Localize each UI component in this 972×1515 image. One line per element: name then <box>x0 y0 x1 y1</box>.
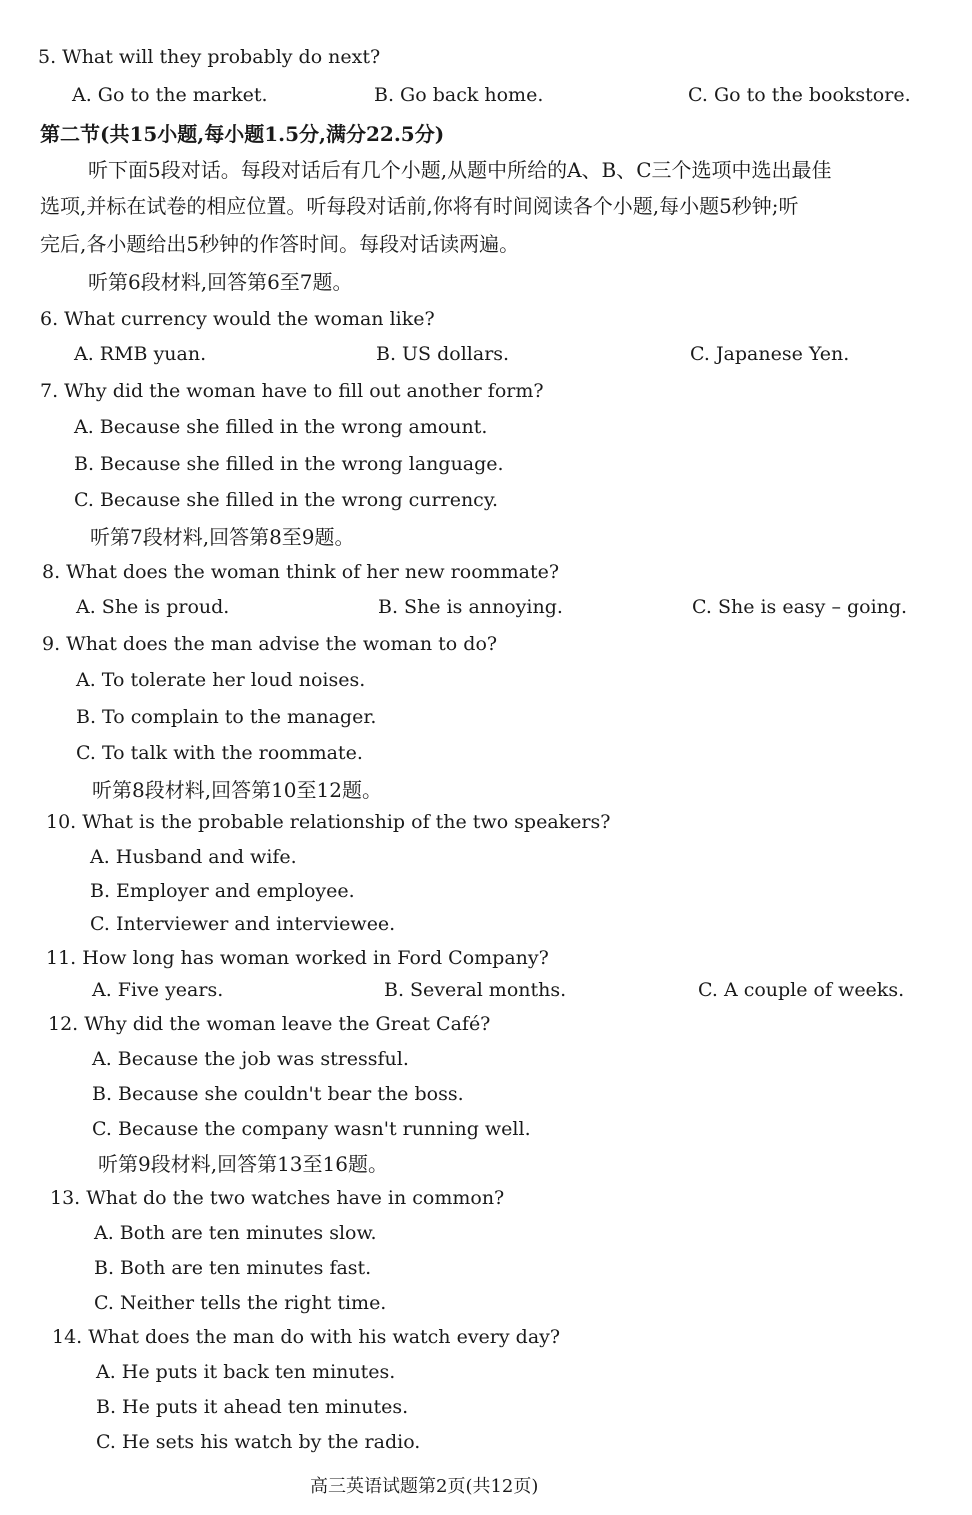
option-b: B. Because she filled in the wrong language. <box>74 453 504 475</box>
option-b: B. Both are ten minutes fast. <box>94 1257 372 1279</box>
question-12: 12. Why did the woman leave the Great Café? <box>48 1013 491 1035</box>
passage-intro-7: 听第7段材料,回答第8至9题。 <box>90 525 355 549</box>
instruction-line-2: 选项,并标在试卷的相应位置。听每段对话前,你将有时间阅读各个小题,每小题5秒钟;听 <box>40 194 799 218</box>
question-5-options <box>0 86 972 108</box>
section-title: 第二节(共15小题,每小题1.5分,满分22.5分) <box>40 122 445 146</box>
option-b: B. Go back home. <box>374 84 544 106</box>
option-c: C. Interviewer and interviewee. <box>90 913 396 935</box>
question-5: 5. What will they probably do next? <box>38 46 381 68</box>
option-a: A. Husband and wife. <box>90 846 297 868</box>
option-b: B. US dollars. <box>376 343 510 365</box>
option-a: A. He puts it back ten minutes. <box>96 1361 396 1383</box>
question-11: 11. How long has woman worked in Ford Company? <box>46 947 549 969</box>
question-13: 13. What do the two watches have in common? <box>50 1187 505 1209</box>
option-a: A. RMB yuan. <box>74 343 207 365</box>
option-a: A. Because she filled in the wrong amount. <box>74 416 488 438</box>
option-c: C. To talk with the roommate. <box>76 742 363 764</box>
page-footer: 高三英语试题第2页(共12页) <box>310 1476 539 1497</box>
question-7: 7. Why did the woman have to fill out another form? <box>40 380 544 402</box>
question-10: 10. What is the probable relationship of the two speakers? <box>46 811 611 833</box>
option-a: A. Both are ten minutes slow. <box>94 1222 377 1244</box>
instruction-line-1: 听下面5段对话。每段对话后有几个小题,从题中所给的A、B、C三个选项中选出最佳 <box>88 158 832 182</box>
option-b: B. Because she couldn't bear the boss. <box>92 1083 464 1105</box>
option-c: C. Japanese Yen. <box>690 343 850 365</box>
option-c: C. She is easy – going. <box>692 596 908 618</box>
option-b: B. Employer and employee. <box>90 880 355 902</box>
option-a: A. She is proud. <box>76 596 230 618</box>
question-6: 6. What currency would the woman like? <box>40 308 435 330</box>
question-14: 14. What does the man do with his watch every day? <box>52 1326 561 1348</box>
question-9: 9. What does the man advise the woman to do? <box>42 633 498 655</box>
option-b: B. To complain to the manager. <box>76 706 377 728</box>
option-c: C. A couple of weeks. <box>698 979 905 1001</box>
option-b: B. Several months. <box>384 979 567 1001</box>
question-11-options <box>0 981 972 1003</box>
option-a: A. Because the job was stressful. <box>92 1048 409 1070</box>
option-c: C. Because she filled in the wrong currency. <box>74 489 499 511</box>
passage-intro-6: 听第6段材料,回答第6至7题。 <box>88 270 353 294</box>
option-c: C. Go to the bookstore. <box>688 84 911 106</box>
passage-intro-9: 听第9段材料,回答第13至16题。 <box>98 1152 388 1176</box>
passage-intro-8: 听第8段材料,回答第10至12题。 <box>92 778 382 802</box>
option-a: A. Five years. <box>92 979 224 1001</box>
option-c: C. He sets his watch by the radio. <box>96 1431 421 1453</box>
option-c: C. Because the company wasn't running well. <box>92 1118 531 1140</box>
instruction-line-3: 完后,各小题给出5秒钟的作答时间。每段对话读两遍。 <box>40 232 520 256</box>
question-6-options <box>0 345 972 367</box>
option-b: B. She is annoying. <box>378 596 563 618</box>
option-a: A. To tolerate her loud noises. <box>76 669 366 691</box>
question-8: 8. What does the woman think of her new roommate? <box>42 561 560 583</box>
option-c: C. Neither tells the right time. <box>94 1292 387 1314</box>
option-a: A. Go to the market. <box>72 84 268 106</box>
option-b: B. He puts it ahead ten minutes. <box>96 1396 409 1418</box>
question-8-options <box>0 598 972 620</box>
